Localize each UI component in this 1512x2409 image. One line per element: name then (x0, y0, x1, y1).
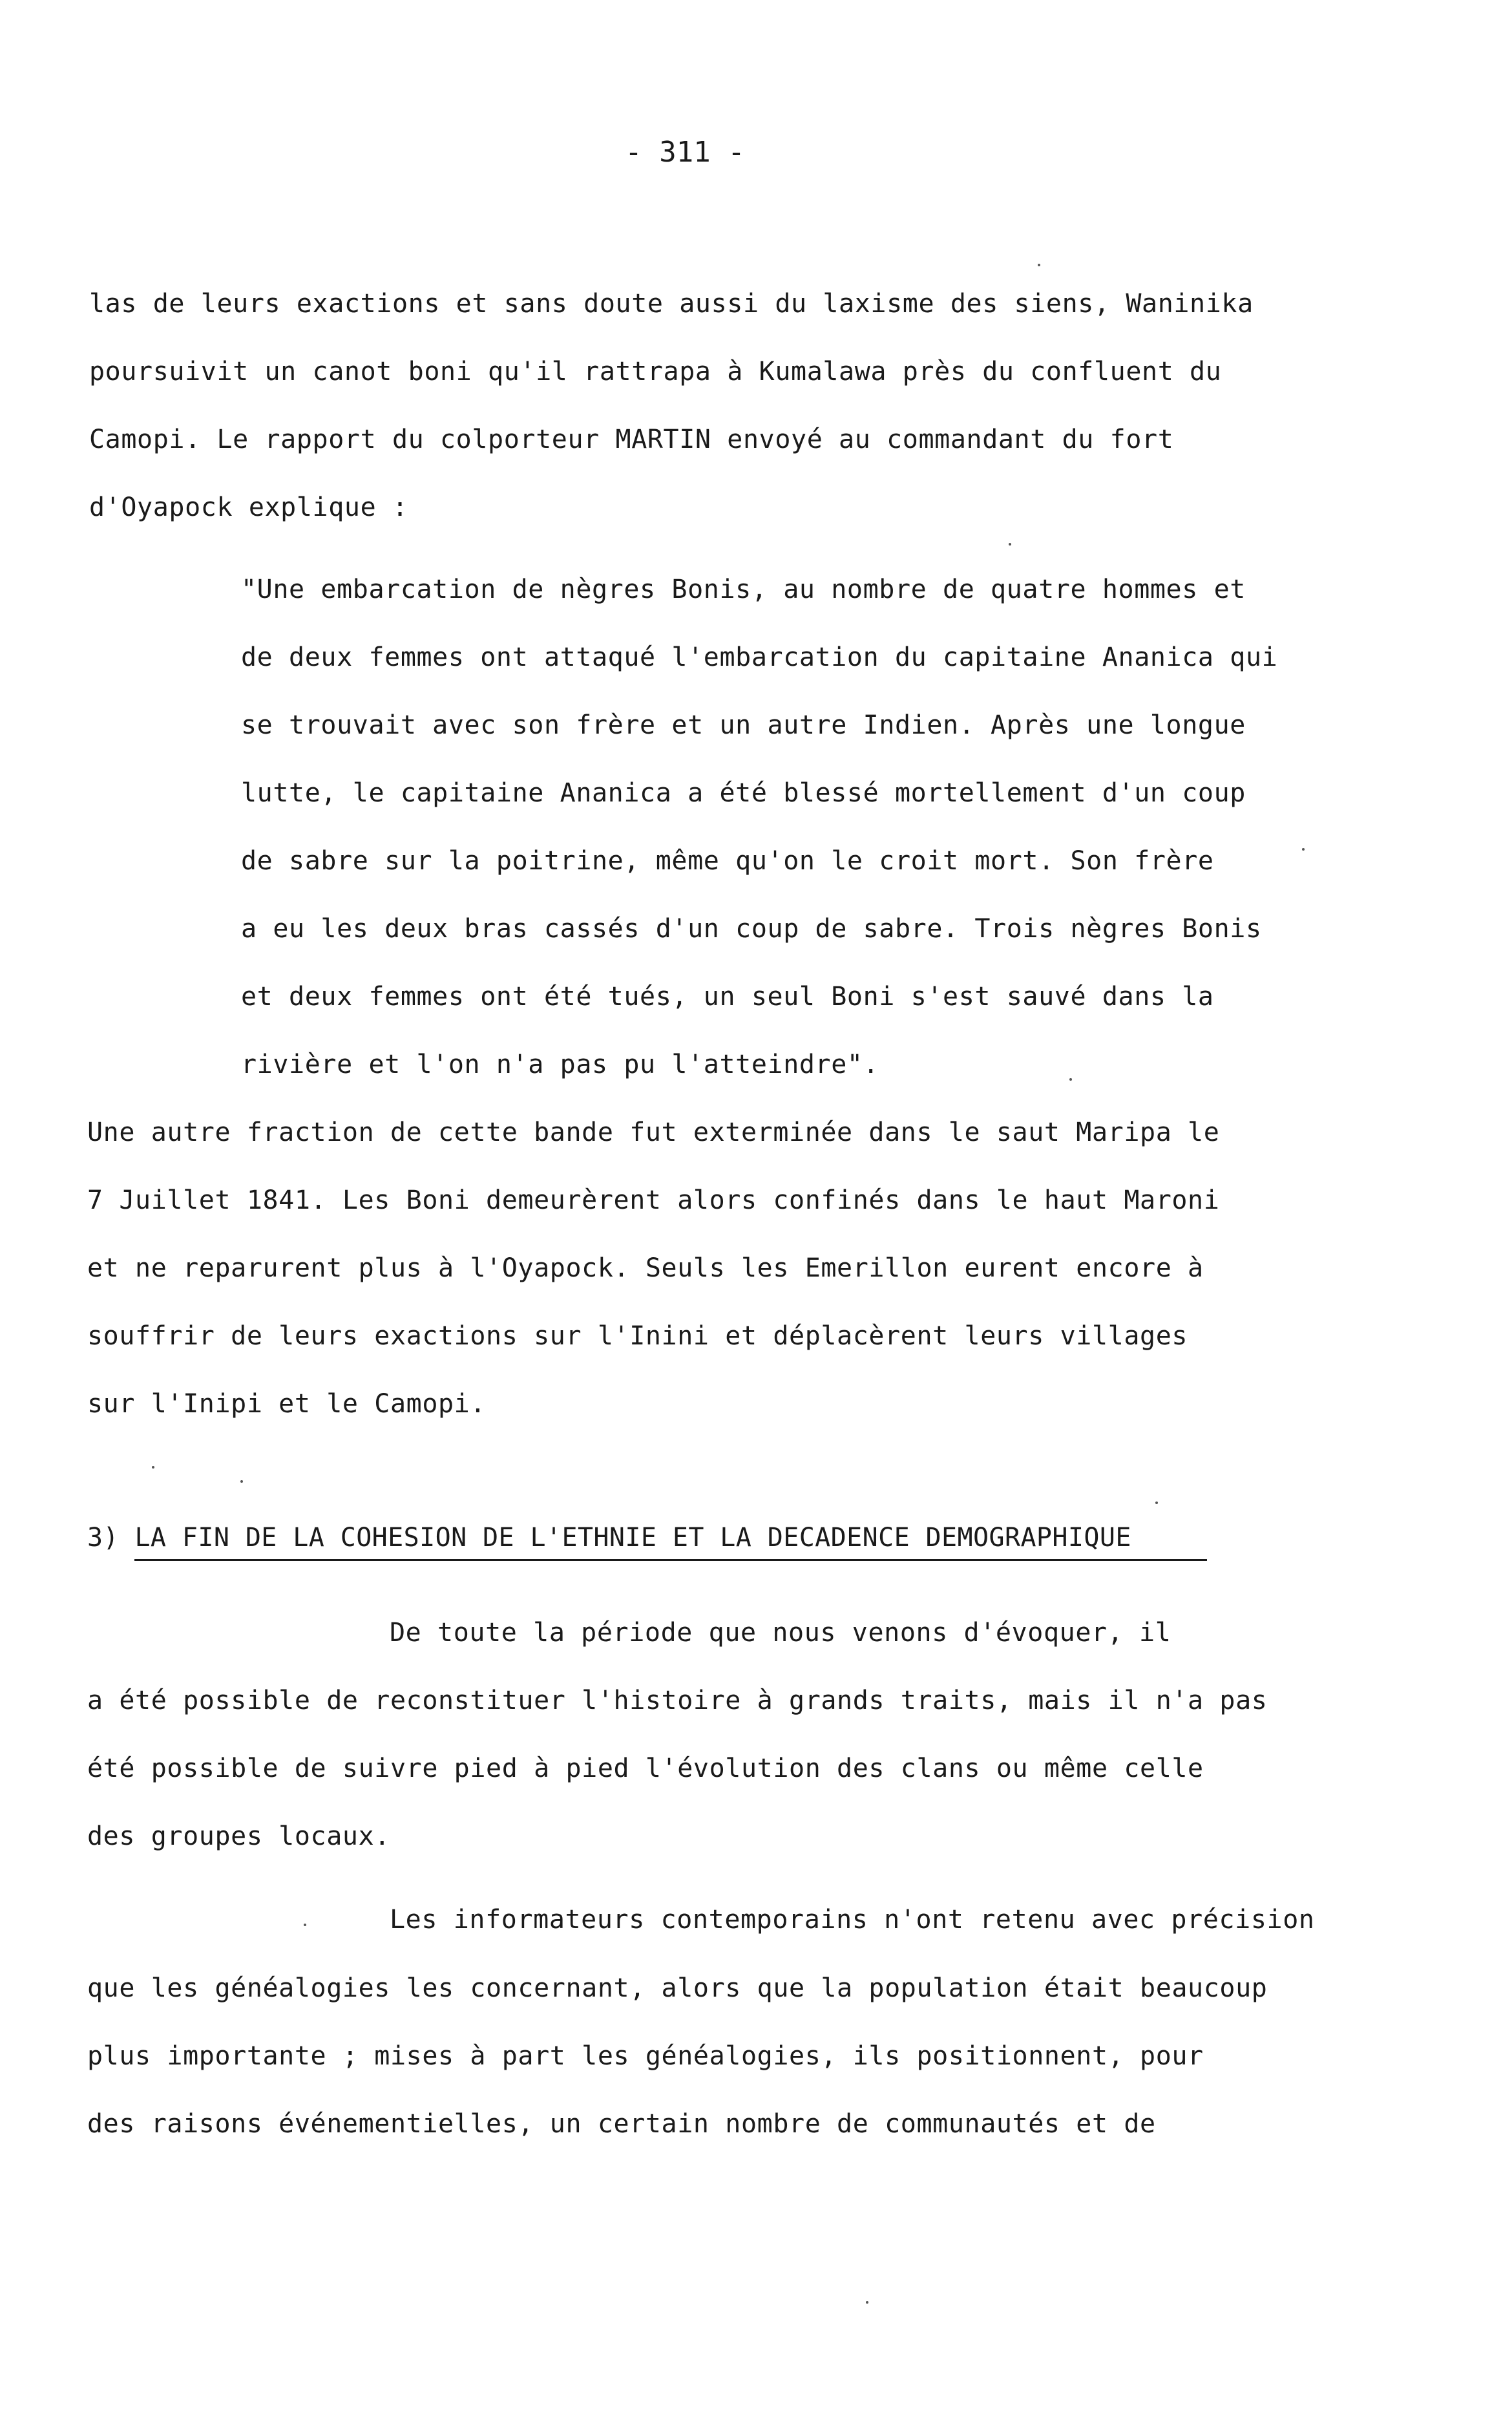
quote-line: et deux femmes ont été tués, un seul Boni s'est sauvé dans la (241, 982, 1214, 1012)
quote-line: de deux femmes ont attaqué l'embarcation du capitaine Ananica qui (241, 642, 1278, 672)
paragraph-2-line: Une autre fraction de cette bande fut exterminée dans le saut Maripa le (87, 1118, 1220, 1147)
scan-speck (1009, 543, 1011, 546)
paragraph-3-line: été possible de suivre pied à pied l'évolution des clans ou même celle (87, 1754, 1204, 1783)
page-number: - 311 - (625, 136, 745, 169)
quote-line: lutte, le capitaine Ananica a été blessé mortellement d'un coup (241, 778, 1246, 808)
paragraph-4-line: plus importante ; mises à part les généalogies, ils positionnent, pour (87, 2041, 1204, 2071)
quote-line: "Une embarcation de nègres Bonis, au nombre de quatre hommes et (241, 575, 1246, 604)
quote-line: a eu les deux bras cassés d'un coup de sabre. Trois nègres Bonis (241, 914, 1262, 944)
paragraph-4-line: des raisons événementielles, un certain nombre de communautés et de (87, 2109, 1156, 2139)
paragraph-3-line: a été possible de reconstituer l'histoire à grands traits, mais il n'a pas (87, 1686, 1268, 1715)
paragraph-3-line: De toute la période que nous venons d'évoquer, il (390, 1618, 1171, 1648)
scan-speck (1302, 848, 1305, 851)
scan-speck (240, 1480, 243, 1483)
paragraph-4-line: que les généalogies les concernant, alors que la population était beaucoup (87, 1973, 1268, 2003)
heading-underline (134, 1559, 1207, 1561)
scan-speck (304, 1924, 306, 1926)
paragraph-2-line: souffrir de leurs exactions sur l'Inini et déplacèrent leurs villages (87, 1321, 1188, 1351)
scan-speck (1155, 1502, 1158, 1504)
paragraph-1-line: las de leurs exactions et sans doute aussi du laxisme des siens, Waninika (89, 289, 1254, 319)
paragraph-1-line: Camopi. Le rapport du colporteur MARTIN envoyé au commandant du fort (89, 425, 1174, 454)
paragraph-3-line: des groupes locaux. (87, 1821, 390, 1851)
quote-line: de sabre sur la poitrine, même qu'on le croit mort. Son frère (241, 846, 1214, 876)
quote-line: rivière et l'on n'a pas pu l'atteindre". (241, 1050, 879, 1079)
paragraph-1-line: poursuivit un canot boni qu'il rattrapa à Kumalawa près du confluent du (89, 357, 1222, 387)
quote-line: se trouvait avec son frère et un autre Indien. Après une longue (241, 710, 1246, 740)
paragraph-2-line: 7 Juillet 1841. Les Boni demeurèrent alors confinés dans le haut Maroni (87, 1185, 1220, 1215)
paragraph-4-line: Les informateurs contemporains n'ont retenu avec précision (390, 1905, 1315, 1935)
scan-speck (866, 2301, 868, 2304)
paragraph-1-line: d'Oyapock explique : (89, 493, 408, 522)
paragraph-2-line: sur l'Inipi et le Camopi. (87, 1389, 487, 1419)
section-heading: 3) LA FIN DE LA COHESION DE L'ETHNIE ET LA DECADENCE DEMOGRAPHIQUE (87, 1523, 1131, 1553)
paragraph-2-line: et ne reparurent plus à l'Oyapock. Seuls les Emerillon eurent encore à (87, 1253, 1204, 1283)
scan-speck (1038, 264, 1040, 266)
scan-speck (1069, 1078, 1072, 1081)
scan-speck (152, 1466, 154, 1469)
